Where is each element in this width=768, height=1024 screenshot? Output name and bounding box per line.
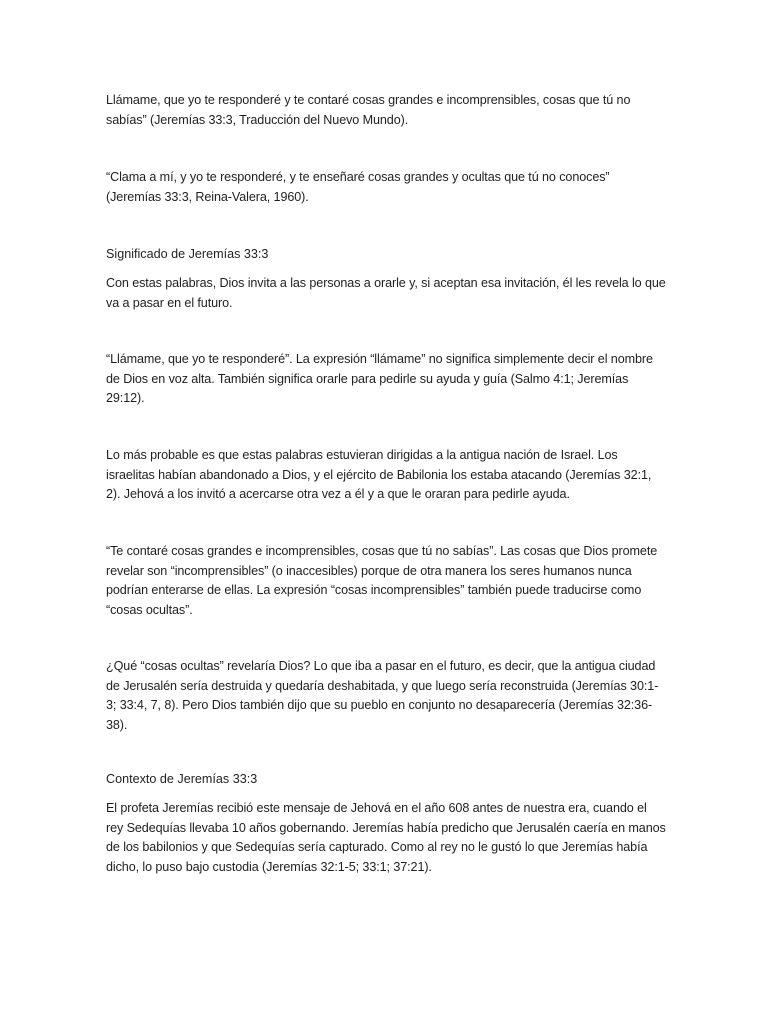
heading-significado: Significado de Jeremías 33:3	[106, 247, 269, 261]
paragraph-quote-tnm: Llámame, que yo te responderé y te contaré cosas grandes e incomprensibles, cosas que tú no sabías” (Jeremías 33:3, Traducción del Nuevo Mundo).	[106, 93, 631, 127]
paragraph-llamame: “Llámame, que yo te responderé”. La expresión “llámame” no significa simplemente decir el nombre de Dios en voz alta. También significa orarle para pedirle su ayuda y guía (Salmo 4:1; Jeremías 29:12).	[106, 352, 653, 405]
paragraph-cosas-grandes: “Te contaré cosas grandes e incomprensibles, cosas que tú no sabías”. Las cosas que Dios promete revelar son “incomprensibles” (o inaccesibles) porque de otra manera los seres humanos nunca podrían enterarse de ellas. La expresión “cosas incomprensibles” también puede traducirse como “cosas ocultas”.	[106, 544, 658, 617]
paragraph-contexto: El profeta Jeremías recibió este mensaje de Jehová en el año 608 antes de nuestra era, cuando el rey Sedequías llevaba 10 años gobernando. Jeremías había predicho que Jerusalén caería en manos de los babilonios y que Sedequías sería capturado. Como al rey no le gustó lo que Jeremías había dicho, lo puso bajo custodia (Jeremías 32:1-5; 33:1; 37:21).	[106, 801, 666, 874]
paragraph-quote-rv: “Clama a mí, y yo te responderé, y te enseñaré cosas grandes y ocultas que tú no conoces” (Jeremías 33:3, Reina-Valera, 1960).	[106, 170, 610, 204]
paragraph-israel: Lo más probable es que estas palabras estuvieran dirigidas a la antigua nación de Israel. Los israelitas habían abandonado a Dios, y el ejército de Babilonia los estaba atacando (Jeremías 32:1, 2). Jehová a los invitó a acercarse otra vez a él y a que le oraran para pedirle ayuda.	[106, 448, 652, 501]
heading-contexto: Contexto de Jeremías 33:3	[106, 772, 258, 786]
paragraph-significado-intro: Con estas palabras, Dios invita a las personas a orarle y, si aceptan esa invitación, él les revela lo que va a pasar en el futuro.	[106, 276, 666, 310]
paragraph-cosas-ocultas: ¿Qué “cosas ocultas” revelaría Dios? Lo que iba a pasar en el futuro, es decir, que la antigua ciudad de Jerusalén sería destruida y quedaría deshabitada, y que luego sería reconstruida (Jeremías 30:1-3; 33:4, 7, 8). Pero Dios también dijo que su pueblo en conjunto no desaparecería (Jeremías 32:36-38).	[106, 659, 659, 732]
